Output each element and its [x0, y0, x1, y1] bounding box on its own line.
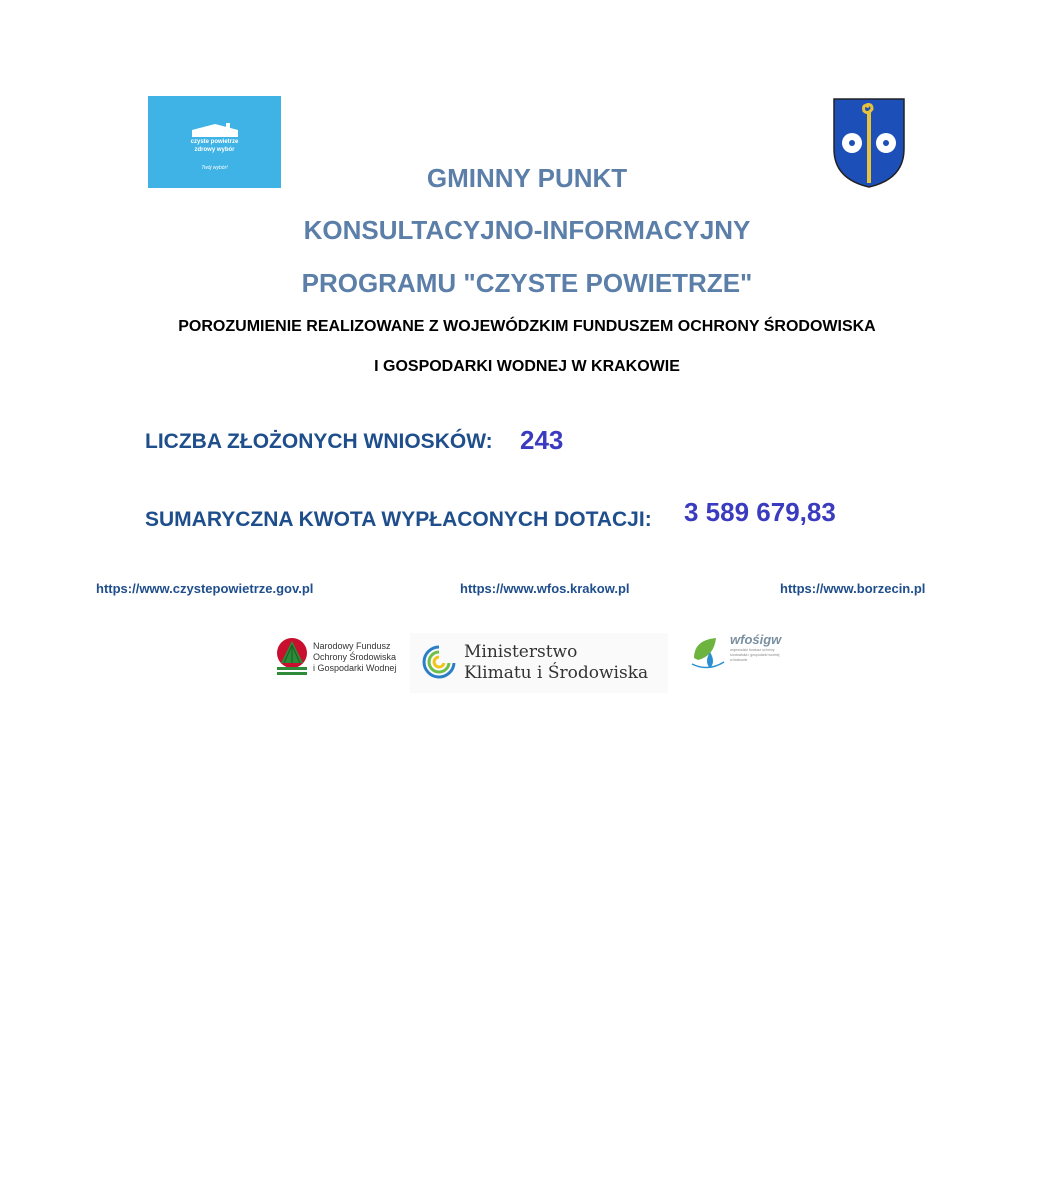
subtitle-line2: I GOSPODARKI WODNEJ W KRAKOWIE	[374, 358, 680, 375]
nfosigw-logo	[275, 637, 400, 681]
amount-value: 3 589 679,83	[684, 497, 836, 527]
title-line2: KONSULTACYJNO-INFORMACYJNY	[303, 215, 751, 245]
nfosigw-line1: Narodowy Fundusz	[313, 641, 391, 651]
swirl-icon	[422, 645, 456, 681]
link-czystepowietrze[interactable]: https://www.czystepowietrze.gov.pl	[96, 581, 314, 596]
ministry-line2: Klimatu i Środowiska	[464, 663, 649, 683]
title-line3: PROGRAMU "CZYSTE POWIETRZE"	[301, 268, 753, 298]
nfosigw-line3: i Gospodarki Wodnej	[313, 663, 397, 673]
wfosigw-brand: wfośigw	[730, 632, 782, 647]
wfosigw-logo	[688, 632, 783, 677]
tree-icon	[275, 637, 309, 679]
ministry-logo	[410, 633, 668, 693]
house-icon	[190, 122, 240, 138]
title-line1: GMINNY PUNKT	[426, 163, 628, 193]
logo-line1: czyste powietrze	[190, 139, 239, 145]
link-borzecin[interactable]: https://www.borzecin.pl	[780, 581, 926, 596]
logo-tagline: Twój wybór!	[201, 165, 228, 171]
logo-line2: zdrowy wybór	[194, 147, 235, 153]
nfosigw-line2: Ochrony Środowiska	[313, 652, 397, 662]
link-wfos[interactable]: https://www.wfos.krakow.pl	[460, 581, 630, 596]
ministry-line1: Ministerstwo	[464, 642, 578, 662]
applications-label: LICZBA ZŁOŻONYCH WNIOSKÓW:	[145, 430, 493, 453]
amount-label: SUMARYCZNA KWOTA WYPŁACONYCH DOTACJI:	[145, 508, 652, 531]
leaf-drop-icon	[688, 634, 728, 674]
subtitle-line1: POROZUMIENIE REALIZOWANE Z WOJEWÓDZKIM FUNDUSZEM OCHRONY ŚRODOWISKA	[178, 318, 876, 335]
wfosigw-small: wojewódzki fundusz ochrony środowiska i gospodarki wodnej w krakowie	[730, 648, 780, 662]
applications-value: 243	[520, 425, 564, 455]
